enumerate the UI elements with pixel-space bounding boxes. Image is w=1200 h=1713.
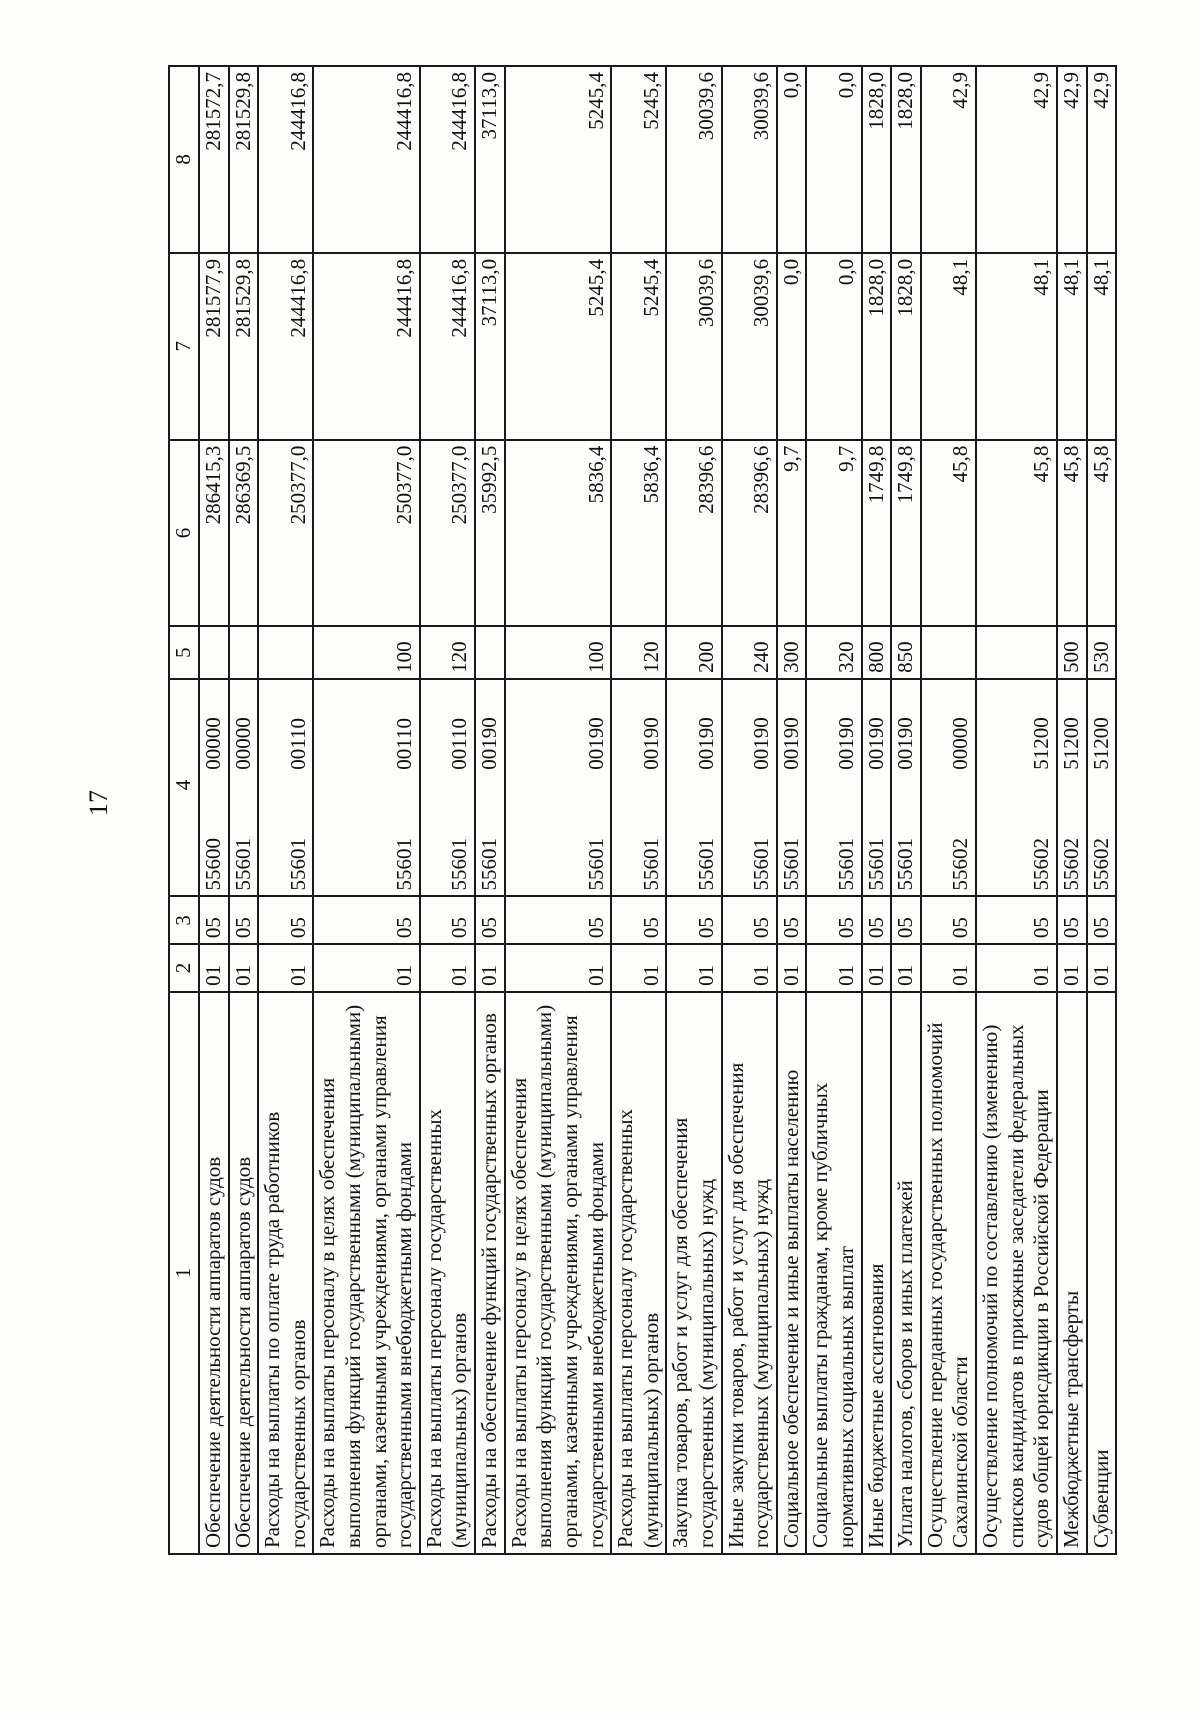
amount-col-7-cell: 244416,8	[258, 253, 313, 440]
program-code-cell: 55602	[921, 775, 976, 897]
direction-code-cell: 00190	[611, 679, 666, 775]
amount-col-6-cell: 250377,0	[420, 440, 475, 627]
row-name-cell: Осуществление переданных государственных полномочий Сахалинской области	[921, 992, 976, 1554]
program-code-cell: 55601	[666, 775, 721, 897]
program-code-cell: 55601	[777, 775, 807, 897]
amount-col-7-cell: 0,0	[806, 253, 861, 440]
amount-col-8-cell: 0,0	[806, 66, 861, 253]
subsection-cell: 05	[258, 897, 313, 945]
page-number: 17	[84, 790, 113, 816]
header-col-5: 5	[169, 626, 199, 679]
amount-col-6-cell: 1749,8	[862, 440, 892, 627]
amount-col-7-cell: 0,0	[777, 253, 807, 440]
program-code-cell: 55601	[229, 775, 259, 897]
amount-col-7-cell: 1828,0	[891, 253, 921, 440]
table-row	[229, 66, 259, 1554]
amount-col-8-cell: 281529,8	[229, 66, 259, 253]
row-name-cell: Расходы на выплаты персоналу государственных (муниципальных) органов	[611, 992, 666, 1554]
row-name-cell: Иные бюджетные ассигнования	[862, 992, 892, 1554]
header-col-6: 6	[169, 440, 199, 627]
amount-col-8-cell: 244416,8	[258, 66, 313, 253]
table-row	[505, 66, 611, 1554]
row-name-cell: Расходы на выплаты персоналу в целях обеспечения выполнения функций государственными (муниципальными) органами, казенными учреждениями, органами управления государственными внебюджетными фондами	[505, 992, 611, 1554]
row-name-cell: Социальное обеспечение и иные выплаты населению	[777, 992, 807, 1554]
subsection-cell: 05	[862, 897, 892, 945]
program-code-cell: 55601	[806, 775, 861, 897]
header-col-7: 7	[169, 253, 199, 440]
amount-col-6-cell: 45,8	[1057, 440, 1087, 627]
header-row	[169, 66, 199, 1554]
program-code-cell: 55601	[862, 775, 892, 897]
section-cell: 01	[891, 944, 921, 992]
amount-col-6-cell: 45,8	[1087, 440, 1117, 627]
expense-type-cell: 320	[806, 626, 861, 679]
table-row	[976, 66, 1057, 1554]
amount-col-8-cell: 244416,8	[420, 66, 475, 253]
subsection-cell: 05	[611, 897, 666, 945]
header-col-1: 1	[169, 992, 199, 1554]
amount-col-7-cell: 1828,0	[862, 253, 892, 440]
amount-col-7-cell: 48,1	[1087, 253, 1117, 440]
row-name-cell: Расходы на выплаты персоналу в целях обеспечения выполнения функций государственными (муниципальными) органами, казенными учреждениями, органами управления государственными внебюджетными фондами	[313, 992, 419, 1554]
table-row	[666, 66, 721, 1554]
direction-code-cell: 00110	[420, 679, 475, 775]
row-name-cell: Расходы на обеспечение функций государственных органов	[475, 992, 505, 1554]
row-name-cell: Субвенции	[1087, 992, 1117, 1554]
budget-table-body	[169, 66, 1116, 1554]
subsection-cell: 05	[313, 897, 419, 945]
direction-code-cell: 00190	[806, 679, 861, 775]
program-code-cell: 55602	[1087, 775, 1117, 897]
table-row	[313, 66, 419, 1554]
amount-col-7-cell: 30039,6	[666, 253, 721, 440]
expense-type-cell	[921, 626, 976, 679]
subsection-cell: 05	[229, 897, 259, 945]
table-row	[1057, 66, 1087, 1554]
amount-col-7-cell: 48,1	[976, 253, 1057, 440]
subsection-cell: 05	[921, 897, 976, 945]
amount-col-8-cell: 42,9	[1087, 66, 1117, 253]
program-code-cell: 55601	[420, 775, 475, 897]
program-code-cell: 55601	[891, 775, 921, 897]
expense-type-cell: 120	[611, 626, 666, 679]
section-cell: 01	[1057, 944, 1087, 992]
amount-col-8-cell: 244416,8	[313, 66, 419, 253]
expense-type-cell: 800	[862, 626, 892, 679]
expense-type-cell	[229, 626, 259, 679]
amount-col-8-cell: 5245,4	[611, 66, 666, 253]
section-cell: 01	[475, 944, 505, 992]
amount-col-8-cell: 30039,6	[722, 66, 777, 253]
section-cell: 01	[666, 944, 721, 992]
subsection-cell: 05	[1087, 897, 1117, 945]
amount-col-7-cell: 48,1	[1057, 253, 1087, 440]
row-name-cell: Иные закупки товаров, работ и услуг для обеспечения государственных (муниципальных) нужд	[722, 992, 777, 1554]
expense-type-cell: 100	[313, 626, 419, 679]
subsection-cell: 05	[722, 897, 777, 945]
amount-col-8-cell: 1828,0	[891, 66, 921, 253]
direction-code-cell: 00110	[313, 679, 419, 775]
expense-type-cell	[976, 626, 1057, 679]
subsection-cell: 05	[1057, 897, 1087, 945]
section-cell: 01	[505, 944, 611, 992]
table-row	[806, 66, 861, 1554]
amount-col-7-cell: 30039,6	[722, 253, 777, 440]
amount-col-8-cell: 0,0	[777, 66, 807, 253]
subsection-cell: 05	[976, 897, 1057, 945]
table-row	[862, 66, 892, 1554]
program-code-cell: 55601	[505, 775, 611, 897]
section-cell: 01	[258, 944, 313, 992]
amount-col-7-cell: 48,1	[921, 253, 976, 440]
amount-col-6-cell: 28396,6	[722, 440, 777, 627]
table-row	[199, 66, 229, 1554]
amount-col-7-cell: 281529,8	[229, 253, 259, 440]
amount-col-6-cell: 28396,6	[666, 440, 721, 627]
header-col-4-continued	[169, 679, 199, 775]
amount-col-6-cell: 35992,5	[475, 440, 505, 627]
direction-code-cell: 00000	[229, 679, 259, 775]
table-row	[258, 66, 313, 1554]
direction-code-cell: 00190	[666, 679, 721, 775]
amount-col-8-cell: 42,9	[1057, 66, 1087, 253]
subsection-cell: 05	[777, 897, 807, 945]
amount-col-8-cell: 37113,0	[475, 66, 505, 253]
amount-col-6-cell: 286415,3	[199, 440, 229, 627]
program-code-cell: 55600	[199, 775, 229, 897]
direction-code-cell: 51200	[1057, 679, 1087, 775]
expense-type-cell: 850	[891, 626, 921, 679]
amount-col-7-cell: 281577,9	[199, 253, 229, 440]
direction-code-cell: 00190	[891, 679, 921, 775]
program-code-cell: 55601	[258, 775, 313, 897]
amount-col-6-cell: 5836,4	[611, 440, 666, 627]
program-code-cell: 55601	[722, 775, 777, 897]
amount-col-7-cell: 37113,0	[475, 253, 505, 440]
section-cell: 01	[313, 944, 419, 992]
section-cell: 01	[199, 944, 229, 992]
amount-col-6-cell: 5836,4	[505, 440, 611, 627]
row-name-cell: Обеспечение деятельности аппаратов судов	[199, 992, 229, 1554]
amount-col-8-cell: 42,9	[976, 66, 1057, 253]
subsection-cell: 05	[891, 897, 921, 945]
amount-col-8-cell: 5245,4	[505, 66, 611, 253]
table-row	[921, 66, 976, 1554]
table-row	[611, 66, 666, 1554]
section-cell: 01	[862, 944, 892, 992]
direction-code-cell: 00110	[258, 679, 313, 775]
direction-code-cell: 00190	[475, 679, 505, 775]
direction-code-cell: 00190	[862, 679, 892, 775]
direction-code-cell: 00190	[777, 679, 807, 775]
subsection-cell: 05	[199, 897, 229, 945]
section-cell: 01	[806, 944, 861, 992]
section-cell: 01	[976, 944, 1057, 992]
program-code-cell: 55601	[313, 775, 419, 897]
table-row	[1087, 66, 1117, 1554]
direction-code-cell: 00190	[505, 679, 611, 775]
section-cell: 01	[611, 944, 666, 992]
header-col-8: 8	[169, 66, 199, 253]
direction-code-cell: 00190	[722, 679, 777, 775]
amount-col-8-cell: 42,9	[921, 66, 976, 253]
header-col-2: 2	[169, 944, 199, 992]
expense-type-cell: 200	[666, 626, 721, 679]
header-col-4: 4	[169, 775, 199, 897]
amount-col-8-cell: 281572,7	[199, 66, 229, 253]
expense-type-cell	[199, 626, 229, 679]
subsection-cell: 05	[806, 897, 861, 945]
amount-col-7-cell: 5245,4	[611, 253, 666, 440]
row-name-cell: Межбюджетные трансферты	[1057, 992, 1087, 1554]
header-col-3: 3	[169, 897, 199, 945]
amount-col-6-cell: 286369,5	[229, 440, 259, 627]
subsection-cell: 05	[505, 897, 611, 945]
table-row	[475, 66, 505, 1554]
direction-code-cell: 51200	[976, 679, 1057, 775]
expense-type-cell: 240	[722, 626, 777, 679]
section-cell: 01	[722, 944, 777, 992]
table-row	[420, 66, 475, 1554]
amount-col-6-cell: 45,8	[976, 440, 1057, 627]
subsection-cell: 05	[475, 897, 505, 945]
subsection-cell: 05	[666, 897, 721, 945]
direction-code-cell: 00000	[921, 679, 976, 775]
subsection-cell: 05	[420, 897, 475, 945]
row-name-cell: Уплата налогов, сборов и иных платежей	[891, 992, 921, 1554]
table-row	[777, 66, 807, 1554]
amount-col-7-cell: 244416,8	[313, 253, 419, 440]
expense-type-cell	[258, 626, 313, 679]
program-code-cell: 55602	[976, 775, 1057, 897]
amount-col-8-cell: 30039,6	[666, 66, 721, 253]
row-name-cell: Закупка товаров, работ и услуг для обеспечения государственных (муниципальных) нужд	[666, 992, 721, 1554]
row-name-cell: Расходы на выплаты по оплате труда работников государственных органов	[258, 992, 313, 1554]
program-code-cell: 55601	[611, 775, 666, 897]
expense-type-cell: 500	[1057, 626, 1087, 679]
amount-col-6-cell: 1749,8	[891, 440, 921, 627]
amount-col-6-cell: 9,7	[777, 440, 807, 627]
section-cell: 01	[777, 944, 807, 992]
table-row	[891, 66, 921, 1554]
table-row	[722, 66, 777, 1554]
expense-type-cell: 120	[420, 626, 475, 679]
amount-col-6-cell: 45,8	[921, 440, 976, 627]
section-cell: 01	[1087, 944, 1117, 992]
rotated-table-wrapper	[168, 65, 1200, 1555]
amount-col-6-cell: 250377,0	[258, 440, 313, 627]
program-code-cell: 55602	[1057, 775, 1087, 897]
row-name-cell: Обеспечение деятельности аппаратов судов	[229, 992, 259, 1554]
amount-col-6-cell: 9,7	[806, 440, 861, 627]
amount-col-6-cell: 250377,0	[313, 440, 419, 627]
budget-table	[168, 65, 1117, 1555]
expense-type-cell: 530	[1087, 626, 1117, 679]
section-cell: 01	[420, 944, 475, 992]
row-name-cell: Осуществление полномочий по составлению (изменению) списков кандидатов в присяжные заседатели федеральных судов общей юрисдикции в Российской Федерации	[976, 992, 1057, 1554]
program-code-cell: 55601	[475, 775, 505, 897]
direction-code-cell: 51200	[1087, 679, 1117, 775]
expense-type-cell: 100	[505, 626, 611, 679]
section-cell: 01	[229, 944, 259, 992]
row-name-cell: Социальные выплаты гражданам, кроме публичных нормативных социальных выплат	[806, 992, 861, 1554]
row-name-cell: Расходы на выплаты персоналу государственных (муниципальных) органов	[420, 992, 475, 1554]
amount-col-7-cell: 244416,8	[420, 253, 475, 440]
expense-type-cell	[475, 626, 505, 679]
expense-type-cell: 300	[777, 626, 807, 679]
amount-col-7-cell: 5245,4	[505, 253, 611, 440]
amount-col-8-cell: 1828,0	[862, 66, 892, 253]
direction-code-cell: 00000	[199, 679, 229, 775]
section-cell: 01	[921, 944, 976, 992]
